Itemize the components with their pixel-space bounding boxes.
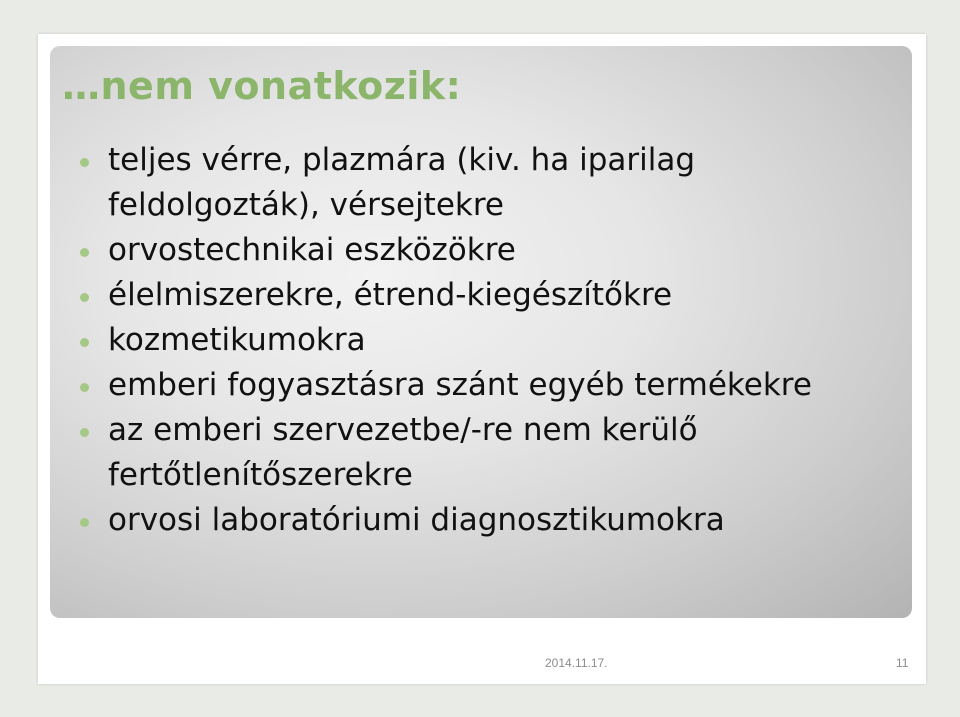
bullet-marker-icon <box>80 383 89 392</box>
bullet-text: emberi fogyasztásra szánt egyéb termékekre <box>108 367 812 403</box>
bullet-text: orvosi laboratóriumi diagnosztikumokra <box>108 502 725 538</box>
bullet-text: orvostechnikai eszközökre <box>108 232 516 268</box>
page-number: 11 <box>896 656 909 670</box>
bullet-item <box>78 408 898 498</box>
bullet-item <box>78 498 898 543</box>
bullet-text: teljes vérre, plazmára (kiv. ha iparilag feldolgozták), vérsejtekre <box>108 142 696 223</box>
bullet-text: az emberi szervezetbe/-re nem kerülő fertőtlenítőszerekre <box>108 412 698 493</box>
bullet-text: élelmiszerekre, étrend-kiegészítőkre <box>108 277 673 313</box>
bullet-marker-icon <box>80 428 89 437</box>
bullet-marker-icon <box>80 248 89 257</box>
bullet-item <box>78 273 898 318</box>
footer-date: 2014.11.17. <box>545 656 608 670</box>
slide-title: …nem vonatkozik: <box>62 64 462 108</box>
bullet-marker-icon <box>80 338 89 347</box>
bullet-item <box>78 228 898 273</box>
bullet-item <box>78 363 898 408</box>
bullet-item <box>78 318 898 363</box>
bullet-item <box>78 138 898 228</box>
bullet-text: kozmetikumokra <box>108 322 366 358</box>
bullet-marker-icon <box>80 158 89 167</box>
bullet-marker-icon <box>80 293 89 302</box>
bullet-list <box>78 138 898 543</box>
bullet-marker-icon <box>80 518 89 527</box>
